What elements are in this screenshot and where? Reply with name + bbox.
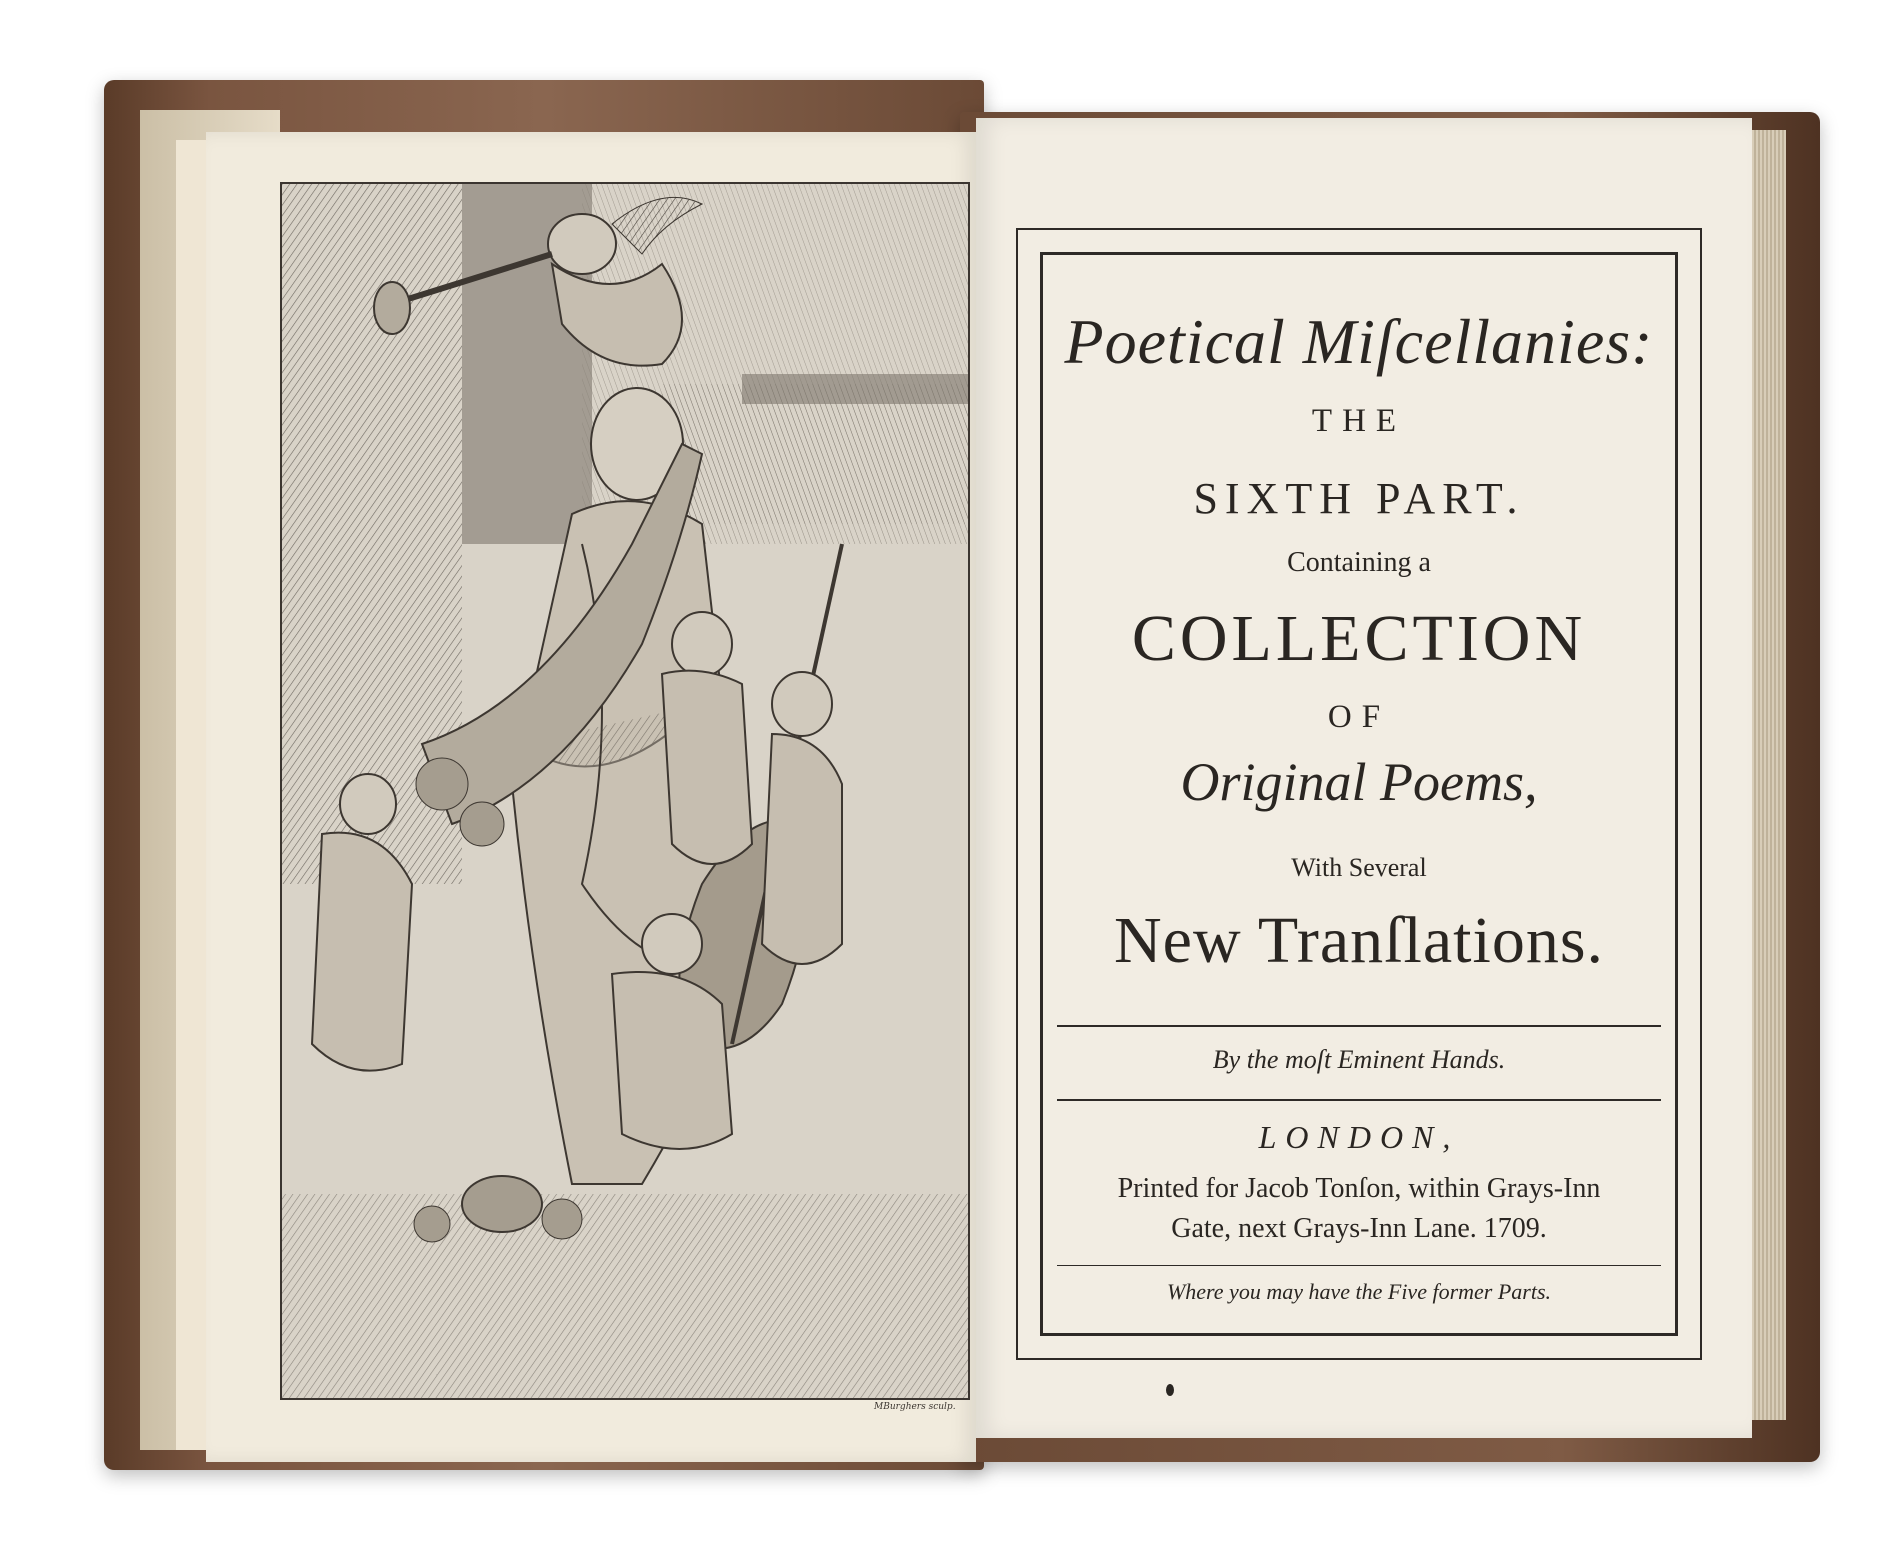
title-line-8: With Several <box>1291 853 1427 882</box>
title-frame-inner <box>1040 252 1678 1336</box>
engraving-illustration <box>282 184 970 1400</box>
title-line-3: SIXTH PART. <box>1193 474 1525 523</box>
title-rule-2 <box>1057 1099 1661 1101</box>
title-rule-1 <box>1057 1025 1661 1027</box>
engraver-signature: MBurghers sculp. <box>874 1402 956 1412</box>
title-line-4: Containing a <box>1287 547 1431 578</box>
title-footer: Where you may have the Five former Parts. <box>1166 1279 1552 1304</box>
imprint-line-2: Gate, next Grays-Inn Lane. 1709. <box>1171 1213 1547 1244</box>
imprint-city: LONDON, <box>1258 1119 1460 1155</box>
title-line-1: Poetical Miſcellanies: <box>1064 306 1654 377</box>
title-line-9: New Tranſlations. <box>1113 904 1605 977</box>
imprint-line-1: Printed for Jacob Tonſon, within Grays-Inn <box>1117 1173 1601 1204</box>
worm-hole <box>1166 1384 1174 1396</box>
title-line-5: COLLECTION <box>1131 602 1587 675</box>
byline: By the moſt Eminent Hands. <box>1212 1045 1506 1074</box>
title-line-2: THE <box>1311 403 1407 439</box>
title-rule-3 <box>1057 1265 1661 1266</box>
title-line-6: OF <box>1327 699 1391 735</box>
frontispiece-engraving <box>280 182 970 1400</box>
title-line-7: Original Poems, <box>1180 752 1538 812</box>
